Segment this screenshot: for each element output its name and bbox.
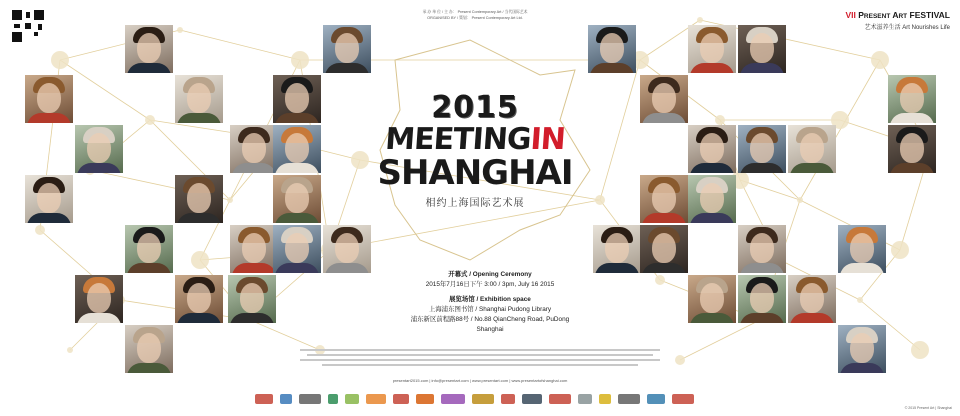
- festival-word1-rest: RESENT: [863, 13, 891, 20]
- fine-print: [300, 346, 660, 372]
- network-node: [715, 115, 725, 125]
- seal-logo[interactable]: [472, 394, 494, 404]
- red-seal-logo[interactable]: [501, 394, 515, 404]
- artist-portrait: [25, 75, 73, 123]
- artist-portrait: [230, 125, 278, 173]
- network-node: [797, 197, 803, 203]
- artist-portrait: [175, 75, 223, 123]
- festival-numeral: VII: [845, 10, 856, 20]
- artist-portrait: [323, 225, 371, 273]
- artist-portrait: [838, 225, 886, 273]
- festival-title: [845, 10, 950, 20]
- artist-portrait: [640, 175, 688, 223]
- brand-logo[interactable]: [647, 394, 665, 404]
- network-node: [35, 225, 45, 235]
- artist-portrait: [888, 125, 936, 173]
- artist-portrait: [640, 75, 688, 123]
- artist-portrait: [230, 225, 278, 273]
- bank-logo[interactable]: [522, 394, 542, 404]
- artist-portrait: [323, 25, 371, 73]
- artist-portrait: [688, 125, 736, 173]
- ceremony-heading: 开幕式 / Opening Ceremony: [448, 271, 532, 278]
- fp-logo[interactable]: [416, 394, 434, 404]
- network-link: [180, 30, 300, 60]
- qr-code: [12, 10, 44, 42]
- artist-portrait: [125, 225, 173, 273]
- artist-portrait: [273, 225, 321, 273]
- artist-portrait: [25, 175, 73, 223]
- network-node: [145, 115, 155, 125]
- exhibition-address: 浦东新区前程路88号 / No.88 QianCheng Road, PuDong Shanghai: [410, 316, 570, 333]
- copyright: © 2015 Present Art | Shanghai: [904, 406, 952, 410]
- artist-portrait: [738, 225, 786, 273]
- artist-portrait: [788, 275, 836, 323]
- network-node: [891, 241, 909, 259]
- artist-portrait: [273, 75, 321, 123]
- text-logo[interactable]: [299, 394, 321, 404]
- artist-portrait: [273, 175, 321, 223]
- event-title-line1: [359, 124, 591, 156]
- ma-ec-logo[interactable]: [549, 394, 571, 404]
- artist-portrait: [640, 225, 688, 273]
- artist-portrait: [75, 275, 123, 323]
- festival-word2-rest: RT: [898, 13, 908, 20]
- festival-word2-cap: A: [892, 10, 899, 20]
- festival-word1-cap: P: [858, 10, 864, 20]
- artist-portrait: [738, 25, 786, 73]
- artist-portrait: [175, 275, 223, 323]
- music-logo[interactable]: [578, 394, 592, 404]
- network-link: [740, 180, 800, 200]
- flag-logo[interactable]: [255, 394, 273, 404]
- network-node: [871, 51, 889, 69]
- bird-logo[interactable]: [672, 394, 694, 404]
- network-node: [655, 275, 665, 285]
- artist-portrait: [228, 275, 276, 323]
- sponsor-logos: [255, 392, 715, 406]
- network-node: [291, 51, 309, 69]
- artist-portrait: [888, 75, 936, 123]
- art-logo[interactable]: [618, 394, 640, 404]
- artist-portrait: [273, 125, 321, 173]
- artist-portrait: [688, 275, 736, 323]
- wag-logo[interactable]: [366, 394, 386, 404]
- network-node: [911, 341, 929, 359]
- website-line[interactable]: presentart2015.com | info@presentart.com | www.presentart.com | www.presentartofshanghai.com: [392, 378, 568, 383]
- artist-portrait: [688, 175, 736, 223]
- organizers-line2: ORGANISED BY / 策划： Present Contemporary Art Ltd.: [427, 15, 523, 20]
- network-node: [595, 195, 605, 205]
- network-node: [177, 27, 183, 33]
- network-node: [191, 251, 209, 269]
- organizers-line1: 承 办 单 位 / 主 办： Present Contemporary Art / 当代国际艺术: [422, 10, 528, 14]
- festival-header: [845, 10, 950, 31]
- circle-logo[interactable]: [280, 394, 292, 404]
- w-logo[interactable]: [328, 394, 338, 404]
- event-title: [360, 92, 590, 209]
- artist-portrait: [125, 325, 173, 373]
- exhibition-venue: 上海浦东图书馆 / Shanghai Pudong Library: [428, 306, 552, 313]
- leaf-logo[interactable]: [345, 394, 359, 404]
- artist-portrait: [75, 125, 123, 173]
- artist-portrait: [588, 25, 636, 73]
- festival-subtitle: 艺术滋养生活 Art Nourishes Life: [864, 25, 950, 31]
- ceremony-date: 2015年7月16日下午 3:00 / 3pm, July 16 2015: [425, 281, 555, 288]
- artist-portrait: [175, 175, 223, 223]
- network-node: [857, 297, 863, 303]
- network-node: [675, 355, 685, 365]
- artist-portrait: [788, 125, 836, 173]
- event-title-line2: SHANGHAI: [377, 153, 573, 193]
- network-node: [227, 197, 233, 203]
- event-subtitle: 相约上海国际艺术展: [425, 198, 525, 209]
- artist-portrait: [838, 325, 886, 373]
- network-link: [680, 320, 760, 360]
- network-link: [600, 60, 640, 200]
- artist-portrait: [125, 25, 173, 73]
- artist-portrait: [688, 25, 736, 73]
- title-in: IN: [529, 122, 566, 157]
- artist-portrait: [738, 125, 786, 173]
- artist-portrait: [593, 225, 641, 273]
- exhibition-heading: 展览场馆 / Exhibition space: [449, 296, 531, 303]
- festival-word3: FESTIVAL: [909, 10, 950, 20]
- artist-portrait: [738, 275, 786, 323]
- event-year: 2015: [431, 90, 519, 125]
- organizers-text: [400, 10, 550, 21]
- crane-logo[interactable]: [393, 394, 409, 404]
- network-node: [51, 51, 69, 69]
- paf-logo[interactable]: [441, 394, 465, 404]
- crown-logo[interactable]: [599, 394, 611, 404]
- network-node: [67, 347, 73, 353]
- event-info: [400, 270, 580, 335]
- network-node: [697, 17, 703, 23]
- title-meeting: MEETING: [384, 122, 532, 157]
